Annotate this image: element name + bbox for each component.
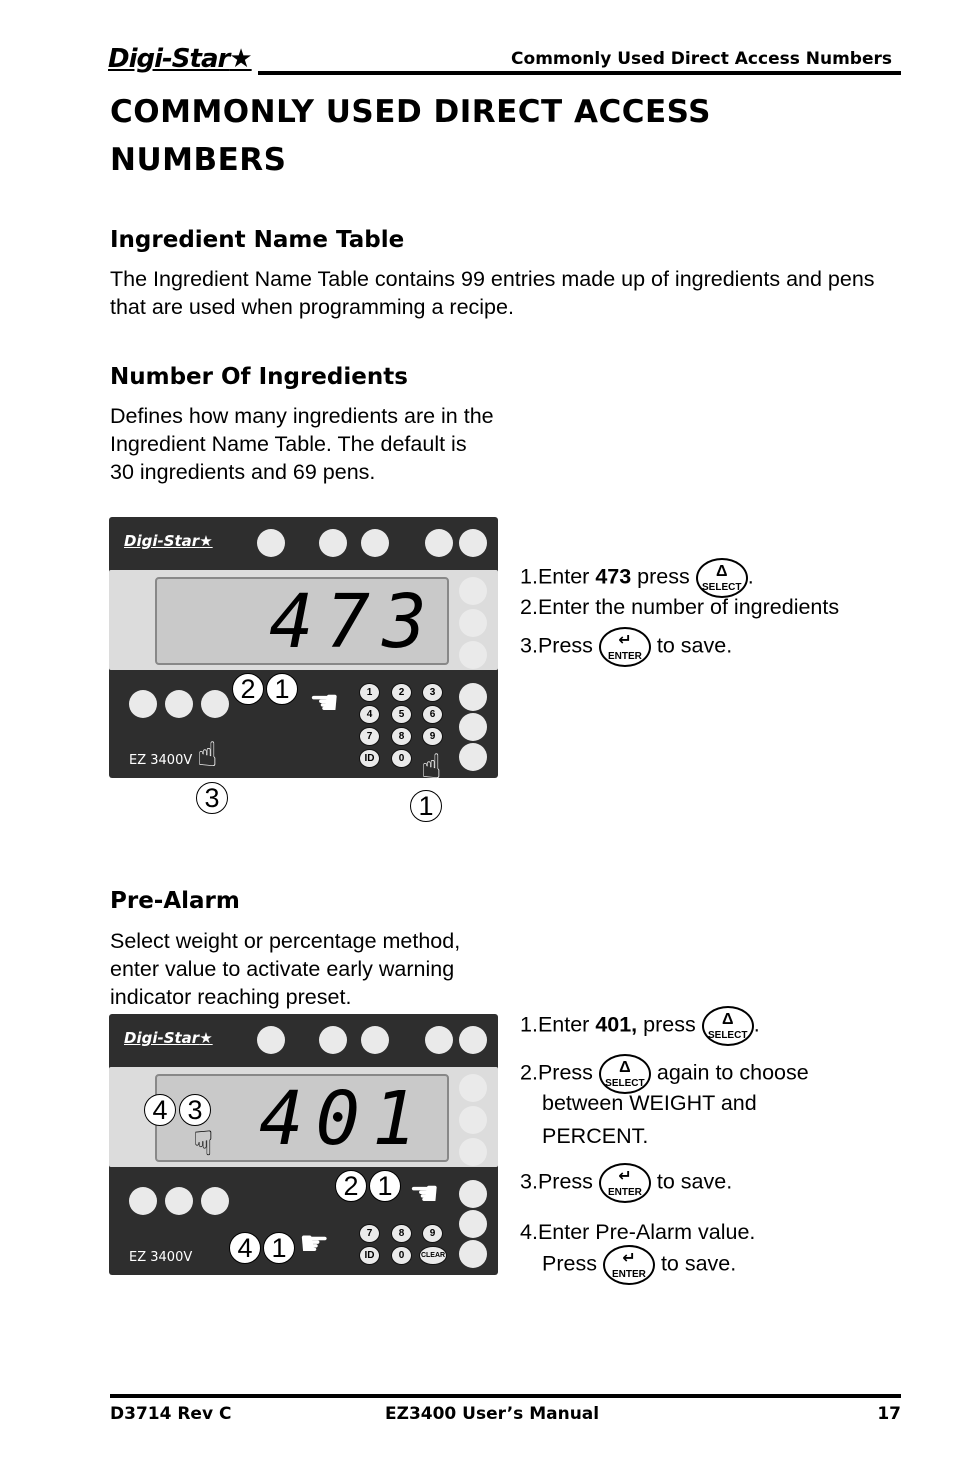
- enter-key: [201, 1187, 229, 1215]
- key-0: 0: [391, 749, 412, 768]
- ingredient-table-heading: Ingredient Name Table: [110, 227, 405, 253]
- select-key: [459, 713, 487, 741]
- page-title: COMMONLY USED DIRECT ACCESS NUMBERS: [110, 94, 711, 178]
- key-1: 1: [359, 683, 380, 702]
- pointing-hand-icon: ☚: [409, 1175, 440, 1213]
- key-9: 9: [422, 727, 443, 746]
- panel-logo: Digi-Star★: [124, 1029, 213, 1047]
- callout-4: 4: [229, 1232, 261, 1264]
- callout-1: 1: [369, 1170, 401, 1202]
- function-key: [459, 1180, 487, 1208]
- pre-alarm-step-4: 4.Enter Pre-Alarm value.: [520, 1220, 756, 1244]
- key-8: 8: [391, 1224, 412, 1243]
- help-key: [459, 743, 487, 771]
- callout-3: 3: [196, 782, 228, 814]
- help-key: [459, 1240, 487, 1268]
- pre-alarm-step-2: 2.Press Δ SELECT again to choose: [520, 1054, 809, 1094]
- key-id: ID: [359, 1246, 380, 1265]
- pointing-hand-icon: ☝: [197, 736, 218, 774]
- key-clear: CLEAR: [419, 1246, 447, 1265]
- panel-logo: Digi-Star★: [124, 532, 213, 550]
- callout-2: 2: [232, 673, 264, 705]
- print-key: [459, 1106, 487, 1134]
- select-button-icon: Δ SELECT: [696, 558, 748, 598]
- recipe-key: [129, 690, 157, 718]
- pointing-hand-icon: ☟: [193, 1125, 214, 1163]
- off-key: [459, 1026, 487, 1054]
- callout-1: 1: [266, 673, 298, 705]
- advance-key: [165, 690, 193, 718]
- key-3: 3: [422, 683, 443, 702]
- key-7: 7: [359, 727, 380, 746]
- key-0: 0: [391, 1246, 412, 1265]
- tare-key: [459, 1074, 487, 1102]
- header-rule: [258, 71, 901, 75]
- enter-button-icon: ↵ ENTER: [603, 1245, 655, 1285]
- footer-rule: [110, 1394, 901, 1398]
- key-8: 8: [391, 727, 412, 746]
- select-key: [459, 1210, 487, 1238]
- pre-alarm-step-4-line2: Press ↵ ENTER to save.: [542, 1245, 736, 1285]
- num-ingredients-text: Defines how many ingredients are in the Ingredient Name Table. The default is 30 ingredients and 69 pens.: [110, 404, 494, 484]
- print-key: [459, 609, 487, 637]
- footer-doc-id: D3714 Rev C: [110, 1404, 232, 1424]
- enter-button-icon: ↵ ENTER: [599, 627, 651, 667]
- lcd-value: 401: [259, 1076, 429, 1162]
- model-label: EZ 3400V: [129, 753, 193, 768]
- digi-star-logo: Digi-Star★: [108, 44, 252, 74]
- hold-key: [319, 529, 347, 557]
- advance-key: [165, 1187, 193, 1215]
- pointing-hand-icon: ☝: [421, 748, 442, 786]
- key-9: 9: [422, 1224, 443, 1243]
- key-6: 6: [422, 705, 443, 724]
- zero-key: [257, 1026, 285, 1054]
- on-key: [425, 1026, 453, 1054]
- ingredient-table-text: The Ingredient Name Table contains 99 entries made up of ingredients and pens that are used when programming a recipe.: [110, 267, 875, 319]
- on-key: [425, 529, 453, 557]
- callout-1: 1: [263, 1232, 295, 1264]
- pre-alarm-step-2-line3: PERCENT.: [542, 1124, 649, 1148]
- page-number: 17: [877, 1404, 901, 1424]
- key-5: 5: [391, 705, 412, 724]
- key-id: ID: [359, 749, 380, 768]
- enter-button-icon: ↵ ENTER: [599, 1163, 651, 1203]
- net-gross-key: [459, 641, 487, 669]
- key-7: 7: [359, 1224, 380, 1243]
- running-title: Commonly Used Direct Access Numbers: [511, 49, 892, 69]
- num-ingredients-heading: Number Of Ingredients: [110, 364, 408, 390]
- hold-key: [319, 1026, 347, 1054]
- pre-alarm-step-1: 1.Enter 401, press Δ SELECT .: [520, 1006, 760, 1046]
- callout-4: 4: [144, 1094, 176, 1126]
- pre-alarm-step-2-line2: between WEIGHT and: [542, 1091, 757, 1115]
- step-2: 2.Enter the number of ingredients: [520, 595, 840, 619]
- function-key: [459, 683, 487, 711]
- pre-alarm-heading: Pre-Alarm: [110, 888, 240, 914]
- counter-key: [361, 1026, 389, 1054]
- step-1: 1.Enter 473 press Δ SELECT .: [520, 558, 754, 598]
- indicator-panel-401: [109, 1014, 498, 1275]
- indicator-panel-473: [109, 517, 498, 786]
- pre-alarm-text: Select weight or percentage method, enter value to activate early warning indicator reaching preset.: [110, 929, 461, 1009]
- model-label: EZ 3400V: [129, 1250, 193, 1265]
- lcd-value: 473: [269, 579, 439, 665]
- callout-3: 3: [179, 1094, 211, 1126]
- counter-key: [361, 529, 389, 557]
- select-button-icon: Δ SELECT: [599, 1054, 651, 1094]
- pointing-hand-icon: ☚: [309, 684, 340, 722]
- off-key: [459, 529, 487, 557]
- callout-1: 1: [410, 790, 442, 822]
- recipe-key: [129, 1187, 157, 1215]
- step-3: 3.Press ↵ ENTER to save.: [520, 627, 732, 667]
- key-4: 4: [359, 705, 380, 724]
- key-2: 2: [391, 683, 412, 702]
- net-gross-key: [459, 1138, 487, 1166]
- zero-key: [257, 529, 285, 557]
- tare-key: [459, 577, 487, 605]
- enter-key: [201, 690, 229, 718]
- pointing-hand-icon: ☛: [299, 1225, 330, 1263]
- pre-alarm-step-3: 3.Press ↵ ENTER to save.: [520, 1163, 732, 1203]
- callout-2: 2: [335, 1170, 367, 1202]
- footer-manual-title: EZ3400 User’s Manual: [385, 1404, 600, 1424]
- select-button-icon: Δ SELECT: [702, 1006, 754, 1046]
